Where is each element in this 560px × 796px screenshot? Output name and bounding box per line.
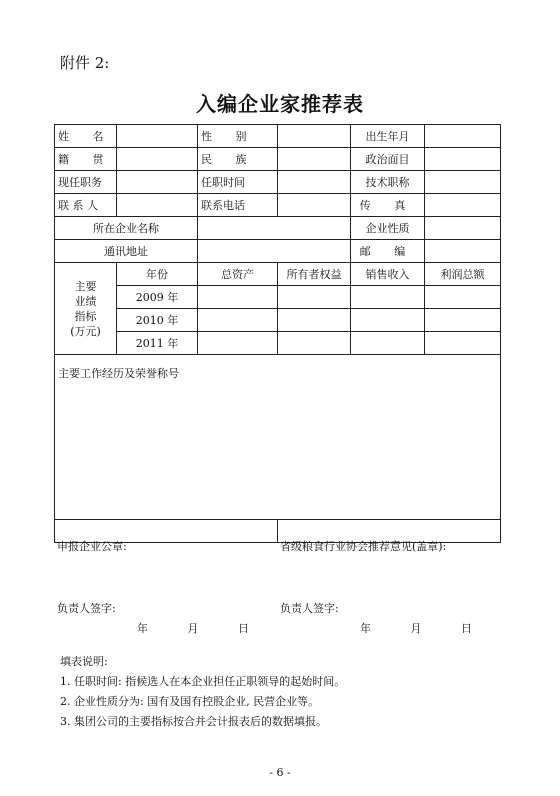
data-cell[interactable] bbox=[351, 286, 425, 309]
notes-heading: 填表说明: bbox=[60, 655, 108, 668]
column-header-equity: 所有者权益 bbox=[278, 263, 351, 286]
data-cell[interactable] bbox=[278, 332, 351, 355]
tenure-label: 任职时间 bbox=[198, 171, 278, 194]
data-cell[interactable] bbox=[198, 286, 278, 309]
fax-label: 传 真 bbox=[351, 194, 425, 217]
ethnic-label: 民 族 bbox=[198, 148, 278, 171]
data-cell[interactable] bbox=[425, 332, 501, 355]
year-2011: 2011 年 bbox=[117, 332, 198, 355]
association-section[interactable] bbox=[278, 520, 501, 635]
tenure-field[interactable] bbox=[278, 171, 351, 194]
birth-field[interactable] bbox=[425, 125, 501, 148]
contact-label: 联 系 人 bbox=[55, 194, 117, 217]
year-2009: 2009 年 bbox=[117, 286, 198, 309]
address-label: 通讯地址 bbox=[55, 240, 198, 263]
annex-label: 附件 2: bbox=[60, 54, 110, 72]
company-field[interactable] bbox=[198, 217, 351, 240]
data-cell[interactable] bbox=[425, 286, 501, 309]
data-cell[interactable] bbox=[278, 286, 351, 309]
data-cell[interactable] bbox=[351, 309, 425, 332]
company-seal-section[interactable] bbox=[55, 520, 278, 635]
contact-field[interactable] bbox=[117, 194, 198, 217]
indicators-line: (万元) bbox=[70, 324, 101, 338]
position-label: 现任职务 bbox=[55, 171, 117, 194]
recommendation-form bbox=[54, 124, 501, 635]
notes-item: 2. 企业性质分为: 国有及国有控股企业, 民营企业等。 bbox=[60, 695, 320, 708]
postcode-field[interactable] bbox=[425, 240, 501, 263]
experience-label: 主要工作经历及荣誉称号 bbox=[58, 367, 179, 380]
phone-label: 联系电话 bbox=[198, 194, 278, 217]
year-2010: 2010 年 bbox=[117, 309, 198, 332]
data-cell[interactable] bbox=[198, 309, 278, 332]
indicators-line: 业绩 bbox=[74, 294, 97, 308]
position-field[interactable] bbox=[117, 171, 198, 194]
column-header-sales: 销售收入 bbox=[351, 263, 425, 286]
notes bbox=[60, 652, 345, 732]
data-cell[interactable] bbox=[198, 332, 278, 355]
notes-item: 1. 任职时间: 指候选人在本企业担任正职领导的起始时间。 bbox=[60, 675, 346, 688]
gender-label: 性 别 bbox=[198, 125, 278, 148]
form-title: 入编企业家推荐表 bbox=[196, 92, 364, 116]
association-date-label: 年 月 日 bbox=[360, 622, 490, 635]
notes-item: 3. 集团公司的主要指标按合并会计报表后的数据填报。 bbox=[60, 715, 327, 728]
experience-section[interactable] bbox=[55, 355, 501, 520]
address-field[interactable] bbox=[198, 240, 351, 263]
company-label: 所在企业名称 bbox=[55, 217, 198, 240]
gender-field[interactable] bbox=[278, 125, 351, 148]
company-seal-label: 申报企业公章: bbox=[57, 540, 127, 553]
data-cell[interactable] bbox=[278, 309, 351, 332]
phone-field[interactable] bbox=[278, 194, 351, 217]
indicators-label bbox=[55, 263, 117, 355]
political-field[interactable] bbox=[425, 148, 501, 171]
name-label: 姓 名 bbox=[55, 125, 117, 148]
indicators-line: 指标 bbox=[74, 309, 97, 323]
birth-label: 出生年月 bbox=[351, 125, 425, 148]
postcode-label: 邮 编 bbox=[351, 240, 425, 263]
name-field[interactable] bbox=[117, 125, 198, 148]
nature-field[interactable] bbox=[425, 217, 501, 240]
company-date-label: 年 月 日 bbox=[137, 622, 267, 635]
year-header: 年份 bbox=[117, 263, 198, 286]
title-field[interactable] bbox=[425, 171, 501, 194]
company-signature-label: 负责人签字: bbox=[57, 602, 116, 615]
column-header-assets: 总资产 bbox=[198, 263, 278, 286]
column-header-profit: 利润总额 bbox=[425, 263, 501, 286]
nature-label: 企业性质 bbox=[351, 217, 425, 240]
ethnic-field[interactable] bbox=[278, 148, 351, 171]
native-field[interactable] bbox=[117, 148, 198, 171]
association-label: 省级粮食行业协会推荐意见(盖章): bbox=[280, 540, 447, 553]
title-label: 技术职称 bbox=[351, 171, 425, 194]
association-signature-label: 负责人签字: bbox=[280, 602, 339, 615]
political-label: 政治面目 bbox=[351, 148, 425, 171]
data-cell[interactable] bbox=[425, 309, 501, 332]
indicators-line: 主要 bbox=[74, 279, 97, 293]
page-number: - 6 - bbox=[269, 766, 291, 779]
data-cell[interactable] bbox=[351, 332, 425, 355]
fax-field[interactable] bbox=[425, 194, 501, 217]
native-label: 籍 贯 bbox=[55, 148, 117, 171]
